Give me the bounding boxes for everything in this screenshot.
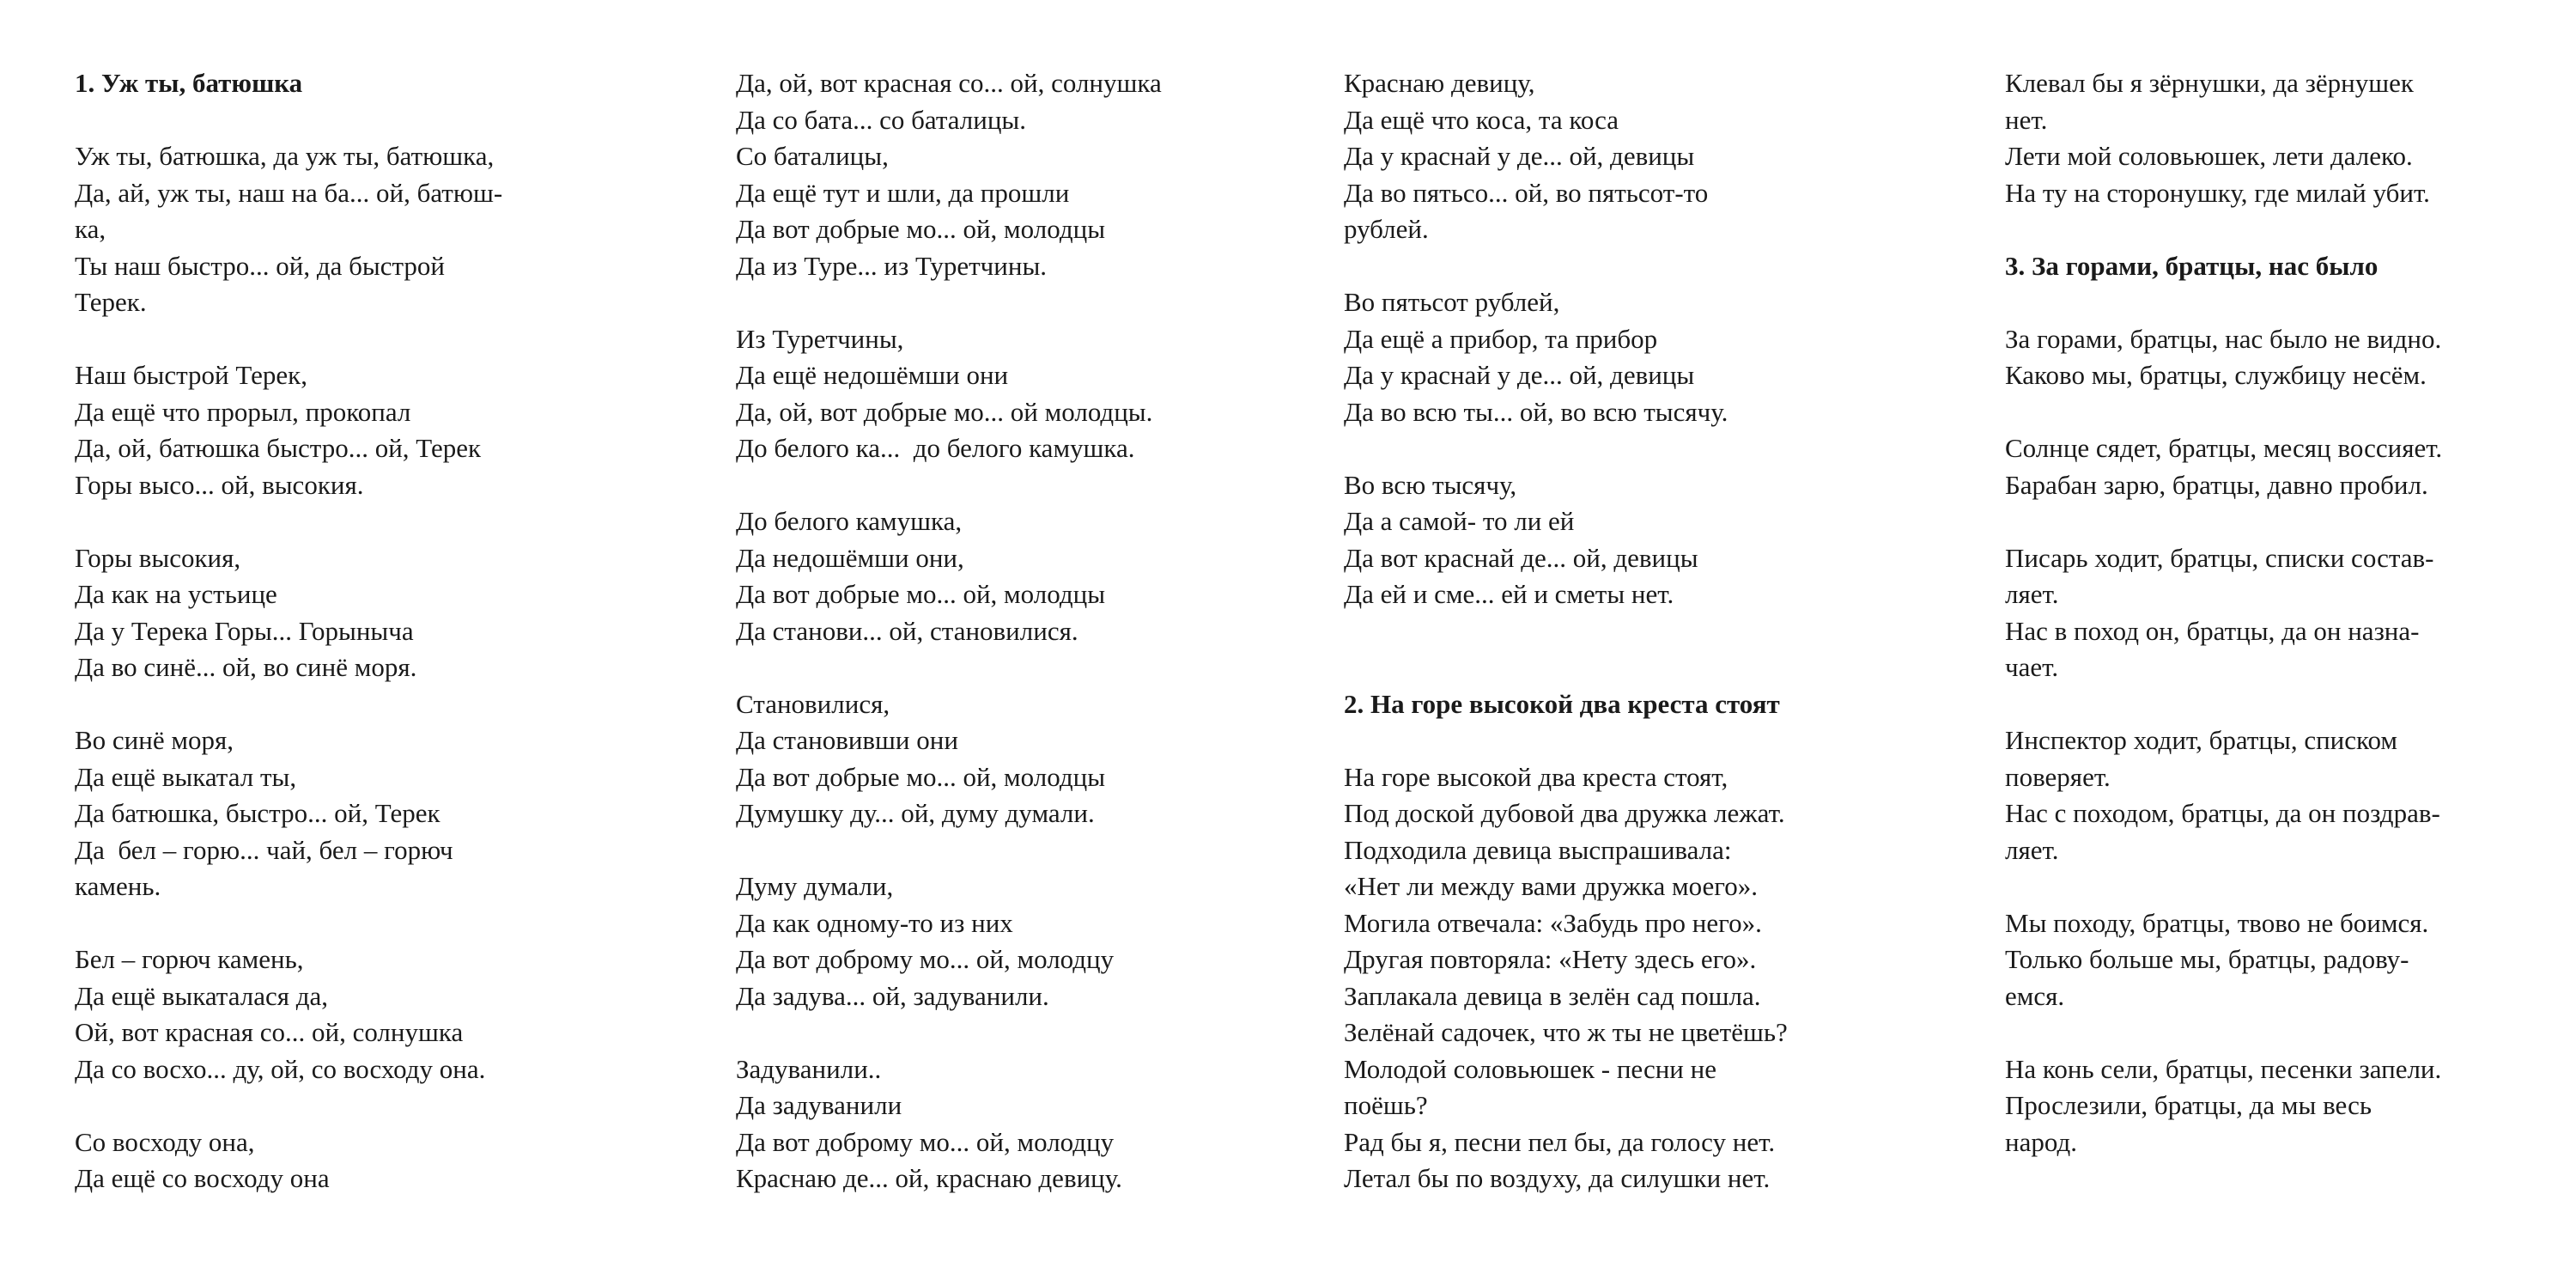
stanza xyxy=(736,503,1268,649)
lyric-line: рублей. xyxy=(1344,214,1429,244)
lyric-line: Да становивши они xyxy=(736,725,958,755)
lyric-line: Со восходу она, xyxy=(75,1126,255,1157)
lyric-line: Молодой соловьюшек - песни не xyxy=(1344,1053,1716,1084)
lyric-line: Да вот доброму мо... ой, молодцу xyxy=(736,944,1115,974)
lyric-line: Солнце сядет, братцы, месяц воссияет. xyxy=(2005,433,2443,463)
lyric-line: чает. xyxy=(2005,652,2059,682)
stanza xyxy=(75,540,607,686)
lyric-line: Да батюшка, быстро... ой, Терек xyxy=(75,798,440,828)
lyric-line: нет. xyxy=(2005,104,2048,135)
lyric-line: Другая повторяла: «Нету здесь его». xyxy=(1344,944,1757,974)
lyric-line: Барабан зарю, братцы, давно пробил. xyxy=(2005,469,2428,500)
lyric-line: камень. xyxy=(75,871,161,901)
lyric-line: Краснаю девицу, xyxy=(1344,68,1535,98)
lyric-line: Да со бата... со баталицы. xyxy=(736,104,1027,135)
lyric-line: Уж ты, батюшка, да уж ты, батюшка, xyxy=(75,141,495,171)
stanza xyxy=(1344,467,1876,613)
stanza xyxy=(1344,284,1876,430)
lyric-line: Да задува... ой, задуванили. xyxy=(736,980,1049,1011)
lyric-line: Да ещё что прорыл, прокопал xyxy=(75,396,411,427)
lyric-line: Прослезили, братцы, да мы весь xyxy=(2005,1090,2372,1120)
lyric-line: Да ещё выкаталася да, xyxy=(75,980,329,1011)
lyric-line: Становилися, xyxy=(736,688,890,719)
lyric-line: Лети мой соловьюшек, лети далеко. xyxy=(2005,141,2413,171)
lyric-line: Да во синё... ой, во синё моря. xyxy=(75,652,417,682)
lyric-line: Думу думали, xyxy=(736,871,894,901)
lyric-line: емся. xyxy=(2005,980,2065,1011)
lyric-line: Во синё моря, xyxy=(75,725,234,755)
lyric-line: Горы высокия, xyxy=(75,542,241,573)
song-heading: 1. Уж ты, батюшка xyxy=(75,68,303,98)
stanza xyxy=(2005,1051,2537,1161)
lyric-line: Да у краснай у де... ой, девицы xyxy=(1344,141,1695,171)
lyric-line: Да а самой- то ли ей xyxy=(1344,506,1575,536)
lyric-line: Краснаю де... ой, краснаю девицу. xyxy=(736,1163,1122,1193)
song-heading: 2. На горе высокой два креста стоят xyxy=(1344,688,1780,719)
stanza xyxy=(736,321,1268,467)
lyric-line: Да вот добрые мо... ой, молодцы xyxy=(736,761,1106,792)
lyric-line: Да ещё что коса, та коса xyxy=(1344,104,1619,135)
lyric-line: ляет. xyxy=(2005,834,2059,865)
lyric-line: Наш быстрой Терек, xyxy=(75,360,307,390)
stanza xyxy=(75,941,607,1087)
lyric-line: Задуванили.. xyxy=(736,1053,882,1084)
lyric-line: Да как на устьице xyxy=(75,579,277,609)
stanza xyxy=(2005,905,2537,1015)
lyric-line: поёшь? xyxy=(1344,1090,1428,1120)
lyric-line: На ту на сторонушку, где милай убит. xyxy=(2005,177,2430,208)
lyric-line: Да станови... ой, становилися. xyxy=(736,615,1078,646)
lyric-line: Да, ой, вот добрые мо... ой молодцы. xyxy=(736,396,1153,427)
lyric-line: Да вот краснай де... ой, девицы xyxy=(1344,542,1698,573)
lyric-line: Со баталицы, xyxy=(736,141,889,171)
lyric-line: Только больше мы, братцы, радову- xyxy=(2005,944,2409,974)
lyric-line: Летал бы по воздуху, да силушки нет. xyxy=(1344,1163,1771,1193)
lyric-line: До белого камушка, xyxy=(736,506,963,536)
lyric-line: Терек. xyxy=(75,287,147,317)
lyric-line: Да недошёмши они, xyxy=(736,542,964,573)
lyric-line: ка, xyxy=(75,214,106,244)
stanza xyxy=(2005,722,2537,868)
text-column-4 xyxy=(2005,65,2537,1197)
lyric-line: Зелёнай садочек, что ж ты не цветёшь? xyxy=(1344,1017,1788,1047)
lyric-line: Да у Терека Горы... Горыныча xyxy=(75,615,414,646)
lyric-line: Думушку ду... ой, думу думали. xyxy=(736,798,1095,828)
stanza xyxy=(2005,540,2537,686)
lyric-line: Подходила девица выспрашивала: xyxy=(1344,834,1732,865)
lyric-line: Да во пятьсо... ой, во пятьсот-то xyxy=(1344,177,1709,208)
stanza xyxy=(75,357,607,503)
lyric-line: Да вот добрые мо... ой, молодцы xyxy=(736,214,1106,244)
lyric-line: Бел – горюч камень, xyxy=(75,944,304,974)
lyric-line: Да вот доброму мо... ой, молодцу xyxy=(736,1126,1115,1157)
lyric-line: Ой, вот красная со... ой, солнушка xyxy=(75,1017,464,1047)
lyric-line: Каково мы, братцы, службицу несём. xyxy=(2005,360,2427,390)
lyric-line: народ. xyxy=(2005,1126,2077,1157)
lyric-line: Да ещё а прибор, та прибор xyxy=(1344,323,1658,354)
stanza xyxy=(1344,65,1876,248)
lyric-line: Да как одному-то из них xyxy=(736,907,1013,938)
lyric-line: Клевал бы я зёрнушки, да зёрнушек xyxy=(2005,68,2414,98)
lyric-line: Да, ой, вот красная со... ой, солнушка xyxy=(736,68,1162,98)
lyric-line: Да задуванили xyxy=(736,1090,902,1120)
lyric-line: Да бел – горю... чай, бел – горюч xyxy=(75,834,453,865)
text-column-2 xyxy=(736,65,1268,1233)
stanza xyxy=(736,65,1268,284)
text-column-3 xyxy=(1344,65,1876,1233)
lyric-line: Да, ой, батюшка быстро... ой, Терек xyxy=(75,433,482,463)
lyric-line: поверяет. xyxy=(2005,761,2111,792)
stanza xyxy=(736,1051,1268,1197)
lyric-line: «Нет ли между вами дружка моего». xyxy=(1344,871,1758,901)
lyric-line: Да из Туре... из Туретчины. xyxy=(736,250,1048,281)
lyric-line: Нас в поход он, братцы, да он назна- xyxy=(2005,615,2420,646)
lyric-line: Инспектор ходит, братцы, списком xyxy=(2005,725,2398,755)
lyric-line: Да ей и сме... ей и сметы нет. xyxy=(1344,579,1674,609)
stanza xyxy=(75,722,607,905)
lyric-line: ляет. xyxy=(2005,579,2059,609)
lyric-line: Да ещё со восходу она xyxy=(75,1163,330,1193)
stanza xyxy=(2005,321,2537,394)
stanza xyxy=(2005,430,2537,503)
lyric-line: На конь сели, братцы, песенки запели. xyxy=(2005,1053,2442,1084)
lyric-line: Ты наш быстро... ой, да быстрой xyxy=(75,250,445,281)
lyric-line: Да со восхо... ду, ой, со восходу она. xyxy=(75,1053,486,1084)
lyric-line: Да ещё тут и шли, да прошли xyxy=(736,177,1070,208)
text-column-1 xyxy=(75,65,607,1233)
stanza xyxy=(75,138,607,321)
lyric-line: Под доской дубовой два дружка лежат. xyxy=(1344,798,1785,828)
lyric-line: Да вот добрые мо... ой, молодцы xyxy=(736,579,1106,609)
lyric-line: Писарь ходит, братцы, списки состав- xyxy=(2005,542,2434,573)
lyric-line: Из Туретчины, xyxy=(736,323,904,354)
lyric-line: Во всю тысячу, xyxy=(1344,469,1517,500)
lyric-line: Горы высо... ой, высокия. xyxy=(75,469,364,500)
lyric-line: Да, ай, уж ты, наш на ба... ой, батюш- xyxy=(75,177,503,208)
song-heading: 3. За горами, братцы, нас было xyxy=(2005,250,2379,281)
lyric-line: Да ещё недошёмши они xyxy=(736,360,1009,390)
section-spacer xyxy=(1344,649,1876,686)
stanza xyxy=(75,1124,607,1197)
lyric-line: Да у краснай у де... ой, девицы xyxy=(1344,360,1695,390)
lyric-line: За горами, братцы, нас было не видно. xyxy=(2005,323,2442,354)
lyric-line: Рад бы я, песни пел бы, да голосу нет. xyxy=(1344,1126,1776,1157)
stanza xyxy=(736,686,1268,832)
lyric-line: Мы походу, братцы, твово не боимся. xyxy=(2005,907,2429,938)
lyric-line: До белого ка... до белого камушка. xyxy=(736,433,1135,463)
lyric-line: Да во всю ты... ой, во всю тысячу. xyxy=(1344,396,1728,427)
lyric-line: Во пятьсот рублей, xyxy=(1344,287,1560,317)
lyric-line: Могила отвечала: «Забудь про него». xyxy=(1344,907,1762,938)
stanza xyxy=(736,868,1268,1014)
lyric-line: Нас с походом, братцы, да он поздрав- xyxy=(2005,798,2440,828)
stanza xyxy=(1344,759,1876,1197)
stanza xyxy=(2005,65,2537,211)
lyric-line: Заплакала девица в зелён сад пошла. xyxy=(1344,980,1761,1011)
lyric-line: На горе высокой два креста стоят, xyxy=(1344,761,1728,792)
lyric-line: Да ещё выкатал ты, xyxy=(75,761,297,792)
